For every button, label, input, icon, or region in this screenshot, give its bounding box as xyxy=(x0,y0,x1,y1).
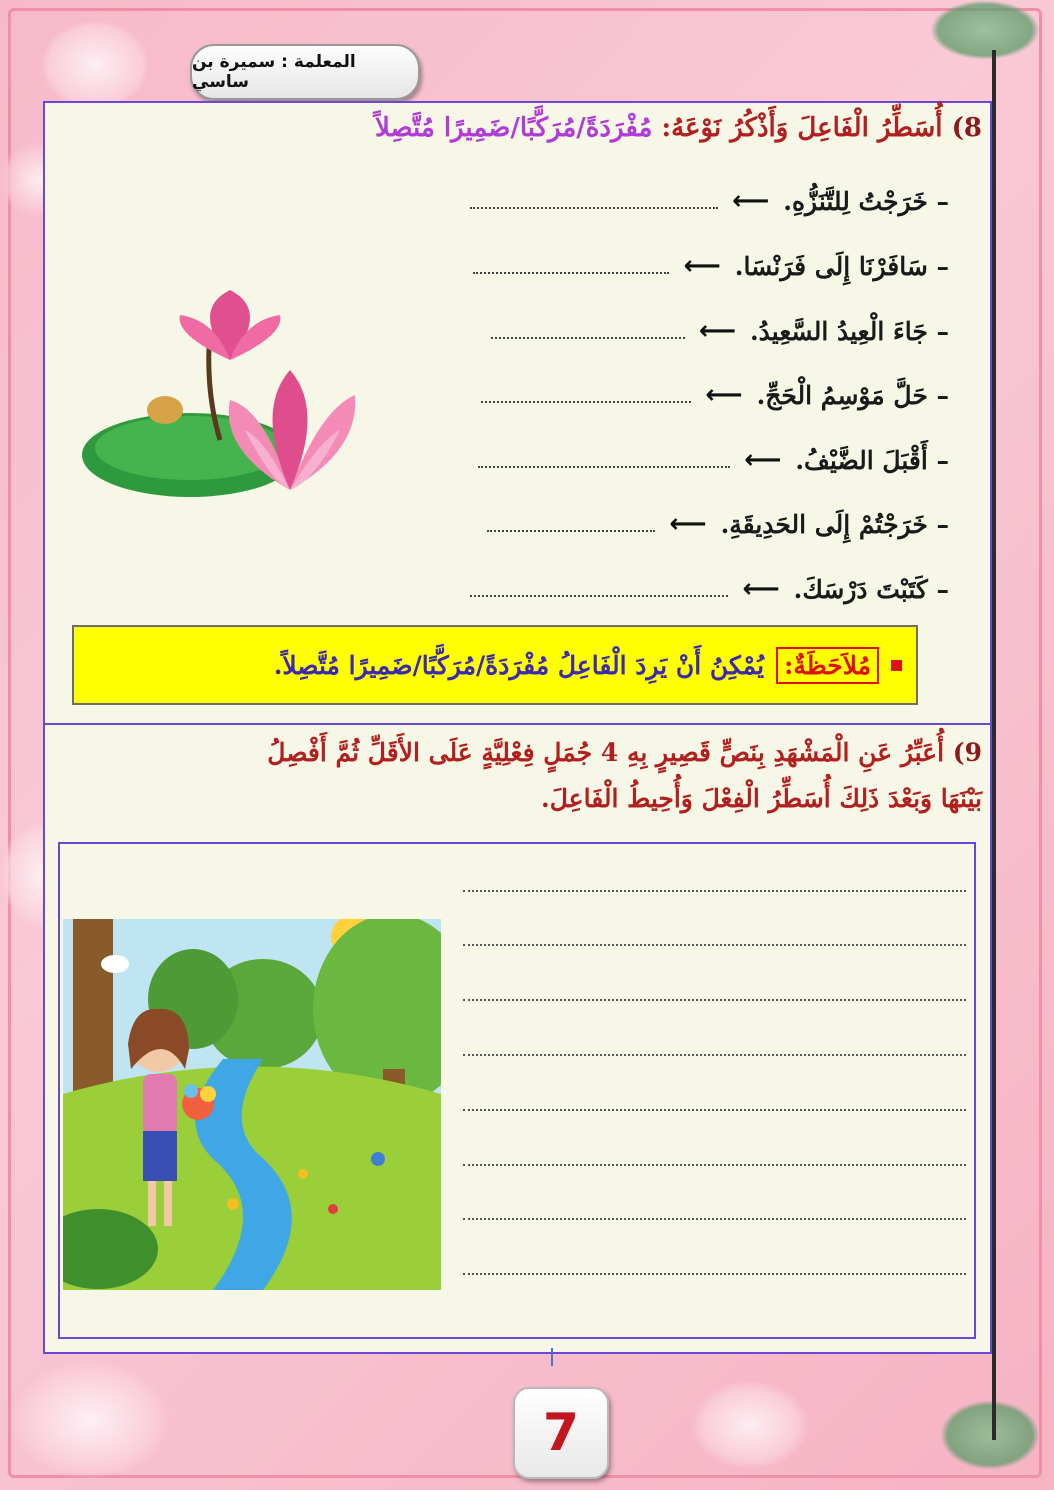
answer-line[interactable] xyxy=(491,323,685,339)
sentence-text: – أَقْبَلَ الضَّيْفُ. xyxy=(795,445,949,475)
sentence-row xyxy=(487,509,949,539)
question-types: مُفْرَدَةً/مُرَكَّبًا/ضَمِيرًا مُتَّصِلاً xyxy=(374,113,653,143)
note-box xyxy=(72,625,918,705)
bird xyxy=(101,955,129,973)
lotus-illustration xyxy=(80,290,410,520)
question-8-title xyxy=(375,113,982,143)
arrow-icon: ⟵ xyxy=(744,445,782,475)
writing-line[interactable] xyxy=(463,944,966,946)
sentence-row xyxy=(491,316,949,346)
sentence-text: – خَرَجْتُ لِلتَّنَزُّهِ. xyxy=(783,186,949,216)
right-edge-stripe xyxy=(992,50,996,1440)
sentence-text: – خَرَجْتُمْ إِلَى الحَدِيقَةِ. xyxy=(720,509,949,539)
page-number: 7 xyxy=(513,1387,609,1479)
arrow-icon: ⟵ xyxy=(731,186,770,216)
sentence-row xyxy=(470,186,949,216)
arrow-icon: ⟵ xyxy=(669,509,707,539)
question-9-line-2: بَيْنَهَا وَبَعْدَ ذَلِكَ أُسَطِّرُ الْفِعْلَ وَأُحِيطُ الْفَاعِلَ. xyxy=(541,784,982,813)
answer-line[interactable] xyxy=(481,387,691,403)
answer-line[interactable] xyxy=(473,258,669,274)
answer-line[interactable] xyxy=(470,581,728,597)
writing-line[interactable] xyxy=(463,1164,966,1166)
note-text: يُمْكِنُ أَنْ يَرِدَ الْفَاعِلُ مُفْرَدَةً/مُرَكَّبًا/ضَمِيرًا مُتَّصِلاً. xyxy=(273,650,765,680)
teacher-name-tag: المعلمة : سميرة بن ساسي xyxy=(190,44,420,100)
sentence-text: – حَلَّ مَوْسِمُ الْحَجِّ. xyxy=(756,380,949,410)
writing-line[interactable] xyxy=(463,1054,966,1056)
sentence-row xyxy=(473,251,949,281)
sentence-row xyxy=(478,445,949,475)
sentence-row xyxy=(470,574,949,604)
flower-decoration xyxy=(690,1380,810,1470)
writing-line[interactable] xyxy=(463,1218,966,1220)
page-tick xyxy=(551,1348,553,1366)
question-9-line-1 xyxy=(82,730,982,776)
note-label: مُلاَحَظَةٌ: xyxy=(776,647,879,684)
sentence-row xyxy=(481,380,949,410)
question-9-text-1: أُعَبِّرُ عَنِ الْمَشْهَدِ بِنَصٍّ قَصِيرٍ بِهِ 4 جُمَلٍ فِعْلِيَّةٍ عَلَى الأَقَلِّ ثُمَّ أَفْصِلُ xyxy=(267,738,945,767)
answer-line[interactable] xyxy=(478,452,730,468)
flower-decoration xyxy=(10,1360,170,1480)
writing-line[interactable] xyxy=(463,1109,966,1111)
bullet-icon xyxy=(891,660,902,671)
park-scene-illustration xyxy=(63,919,441,1290)
answer-line[interactable] xyxy=(470,193,718,209)
sentence-text: – كَتَبْتَ دَرْسَكَ. xyxy=(793,574,949,604)
arrow-icon: ⟵ xyxy=(698,316,736,346)
answer-line[interactable] xyxy=(487,516,655,532)
question-number: 8) xyxy=(951,113,982,143)
section-divider xyxy=(43,723,992,725)
writing-line[interactable] xyxy=(463,1273,966,1275)
flower-decoration xyxy=(40,20,150,110)
question-number: 9) xyxy=(952,738,982,767)
sentence-text: – جَاءَ الْعِيدُ السَّعِيدُ. xyxy=(749,316,949,346)
question-instruction: أُسَطِّرُ الْفَاعِلَ وَأَذْكُرُ نَوْعَهُ: xyxy=(661,113,943,143)
question-9 xyxy=(82,730,982,822)
arrow-icon: ⟵ xyxy=(683,251,721,281)
sentence-text: – سَافَرْنَا إِلَى فَرَنْسَا. xyxy=(734,251,949,281)
arrow-icon: ⟵ xyxy=(705,380,743,410)
writing-line[interactable] xyxy=(463,999,966,1001)
writing-line[interactable] xyxy=(463,890,966,892)
arrow-icon: ⟵ xyxy=(742,574,780,604)
leaf-decoration xyxy=(940,1400,1040,1470)
leaf-decoration xyxy=(930,0,1040,60)
